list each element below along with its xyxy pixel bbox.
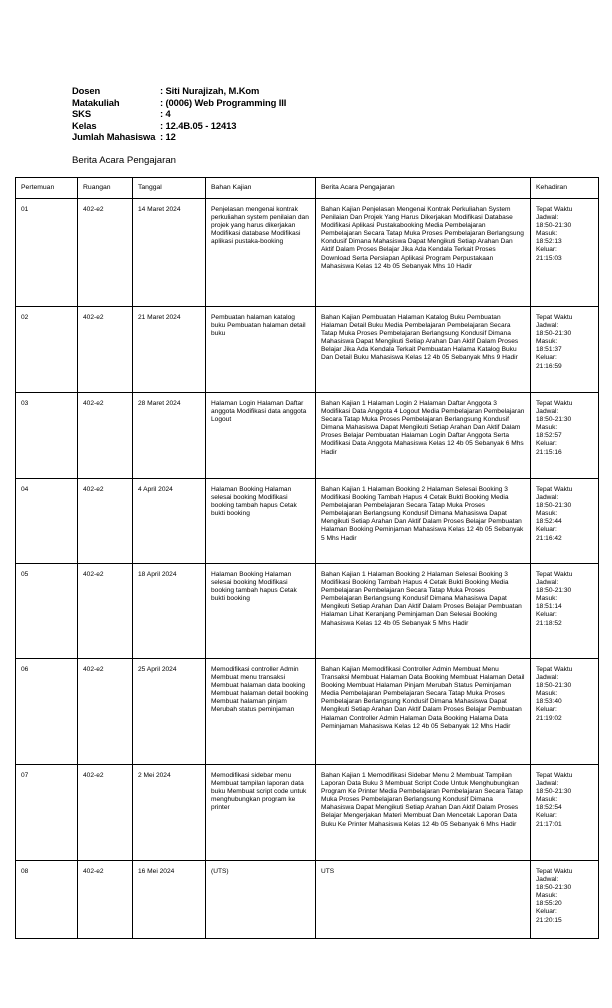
cell-pertemuan: 03 (16, 393, 78, 479)
cell-bahan-kajian: Memodifikasi controller Admin Membuat menu transaksi Membuat halaman data booking Membuat halaman detail booking Membuat halaman pinjam Merubah status peminjaman (206, 659, 316, 765)
cell-bahan-kajian: Halaman Booking Halaman selesai booking Modifikasi booking tambah hapus Cetak bukti booking (206, 564, 316, 659)
cell-pertemuan: 06 (16, 659, 78, 765)
cell-tanggal: 16 Mei 2024 (133, 861, 206, 939)
matakuliah-label: Matakuliah (72, 96, 120, 108)
cell-ruangan: 402-e2 (78, 393, 133, 479)
cell-bahan-kajian: Penjelasan mengenai kontrak perkuliahan system penilaian dan projek yang harus dikerjakan Modifikasi database Modifikasi aplikasi pustaka-booking (206, 199, 316, 307)
cell-bahan-kajian: Halaman Booking Halaman selesai booking Modifikasi booking tambah hapus Cetak bukti booking (206, 479, 316, 564)
cell-berita-acara: Bahan Kajian 1 Halaman Login 2 Halaman Daftar Anggota 3 Modifikasi Data Anggota 4 Logout Media Pembelajaran Pembelajaran Secara Tatap Muka Proses Pembelajaran Berlangsung Kondusif Dimana Mahasiswa Dapat Mengikuti Setiap Arahan Dan Aktif Dalam Proses Belajar Pembuatan Halaman Login Daftar Anggota Serta Modifikasi Data Anggota Mahasiswa Kelas 12 4b 05 Sebanyak 6 Mhs Hadir (316, 393, 531, 479)
info-row-kelas (72, 120, 286, 132)
cell-tanggal: 4 April 2024 (133, 479, 206, 564)
cell-tanggal: 18 April 2024 (133, 564, 206, 659)
cell-berita-acara: UTS (316, 861, 531, 939)
table-row (16, 199, 599, 307)
cell-kehadiran: Tepat Waktu Jadwal: 18:50-21:30 Masuk: 18:52:54 Keluar: 21:17:01 (531, 765, 599, 861)
course-info (72, 85, 286, 143)
cell-tanggal: 21 Maret 2024 (133, 307, 206, 393)
cell-berita-acara: Bahan Kajian Memodifikasi Controller Admin Membuat Menu Transaksi Membuat Halaman Data Booking Membuat Halaman Detail Booking Membuat Halaman Pinjam Merubah Status Peminjaman Media Pembelajaran Pembelajaran Secara Tatap Muka Proses Pembelajaran Berlangsung Kondusif Dimana Mahasiswa Dapat Mengikuti Setiap Arahan Dan Aktif Dalam Proses Belajar Pembuatan Halaman Controller Admin Halaman Data Booking Halama Data Peminjaman Mahasiswa Kelas 12 4b 05 Sebanyak 12 Mhs Hadir (316, 659, 531, 765)
cell-berita-acara: Bahan Kajian Pembuatan Halaman Katalog Buku Pembuatan Halaman Detail Buku Media Pembelajaran Pembelajaran Secara Tatap Muka Proses Pembelajaran Berlangsung Kondusif Dimana Mahasiswa Dapat Mengikuti Setiap Arahan Dan Aktif Dalam Proses Belajar Jika Ada Kendala Terkait Pembuatan Halama Katalog Buku Dan Detail Buku Mahasiswa Kelas 12 4b 05 Sebanyak Mhs 9 Hadir (316, 307, 531, 393)
cell-tanggal: 2 Mei 2024 (133, 765, 206, 861)
cell-ruangan: 402-e2 (78, 765, 133, 861)
cell-ruangan: 402-e2 (78, 861, 133, 939)
info-row-matakuliah (72, 97, 286, 109)
cell-tanggal: 28 Maret 2024 (133, 393, 206, 479)
header-kehadiran: Kehadiran (531, 178, 599, 199)
cell-bahan-kajian: Pembuatan halaman katalog buku Pembuatan halaman detail buku (206, 307, 316, 393)
jumlah-mahasiswa-label: Jumlah Mahasiswa (72, 131, 156, 143)
cell-berita-acara: Bahan Kajian 1 Memodifikasi Sidebar Menu 2 Membuat Tampilan Laporan Data Buku 3 Membuat Script Code Untuk Menghubungkan Program Ke Printer Media Pembelajaran Pembelajaran Secara Tatap Muka Proses Pembelajaran Berlangsung Kondusif Dimana Mahasiswa Dapat Mengikuti Setiap Arahan Dan Aktif Dalam Proses Belajar Mengerjakan Materi Membuat Dan Mencetak Laporan Data Buku Ke Printer Mahasiswa Kelas 12 4b 05 Sebanyak 6 Mhs Hadir (316, 765, 531, 861)
cell-berita-acara: Bahan Kajian 1 Halaman Booking 2 Halaman Selesai Booking 3 Modifikasi Booking Tambah Hapus 4 Cetak Bukti Booking Media Pembelajaran Pembelajaran Secara Tatap Muka Proses Pembelajaran Berlangsung Kondusif Dimana Mahasiswa Dapat Mengikuti Setiap Arahan Dan Aktif Dalam Proses Belajar Pembuatan Halaman Booking Peminjaman Mahasiswa Kelas 12 4b 05 Sebanyak 5 Mhs Hadir (316, 479, 531, 564)
cell-kehadiran: Tepat Waktu Jadwal: 18:50-21:30 Masuk: 18:52:57 Keluar: 21:15:16 (531, 393, 599, 479)
cell-ruangan: 402-e2 (78, 199, 133, 307)
matakuliah-value: : (0006) Web Programming III (160, 96, 287, 108)
header-tanggal: Tanggal (133, 178, 206, 199)
table-row (16, 393, 599, 479)
cell-kehadiran: Tepat Waktu Jadwal: 18:50-21:30 Masuk: 18:51:14 Keluar: 21:18:52 (531, 564, 599, 659)
jumlah-mahasiswa-value: : 12 (160, 131, 176, 143)
berita-acara-table (15, 177, 599, 939)
table-row (16, 564, 599, 659)
table-row (16, 861, 599, 939)
section-title: Berita Acara Pengajaran (72, 155, 176, 166)
table-row (16, 479, 599, 564)
cell-kehadiran: Tepat Waktu Jadwal: 18:50-21:30 Masuk: 18:52:44 Keluar: 21:16:42 (531, 479, 599, 564)
dosen-label: Dosen (72, 85, 101, 96)
cell-kehadiran: Tepat Waktu Jadwal: 18:50-21:30 Masuk: 18:52:13 Keluar: 21:15:03 (531, 199, 599, 307)
header-pertemuan: Pertemuan (16, 178, 78, 199)
cell-ruangan: 402-e2 (78, 307, 133, 393)
cell-bahan-kajian: (UTS) (206, 861, 316, 939)
header-berita-acara: Berita Acara Pengajaran (316, 178, 531, 199)
kelas-value: : 12.4B.05 - 12413 (160, 119, 237, 131)
sks-value: : 4 (160, 108, 171, 120)
header-ruangan: Ruangan (78, 178, 133, 199)
cell-pertemuan: 01 (16, 199, 78, 307)
cell-ruangan: 402-e2 (78, 564, 133, 659)
info-row-dosen (72, 85, 286, 97)
table-row (16, 765, 599, 861)
cell-ruangan: 402-e2 (78, 659, 133, 765)
info-row-sks (72, 108, 286, 120)
table-header-row (16, 178, 599, 199)
cell-bahan-kajian: Memodifikasi sidebar menu Membuat tampilan laporan data buku Membuat script code untuk menghubungkan program ke printer (206, 765, 316, 861)
header-bahan-kajian: Bahan Kajian (206, 178, 316, 199)
cell-tanggal: 25 April 2024 (133, 659, 206, 765)
table-row (16, 659, 599, 765)
cell-pertemuan: 07 (16, 765, 78, 861)
cell-pertemuan: 04 (16, 479, 78, 564)
cell-berita-acara: Bahan Kajian 1 Halaman Booking 2 Halaman Selesai Booking 3 Modifikasi Booking Tambah Hapus 4 Cetak Bukti Booking Media Pembelajaran Pembelajaran Secara Tatap Muka Proses Pembelajaran Berlangsung Kondusif Dimana Mahasiswa Dapat Mengikuti Setiap Arahan Dan Aktif Dalam Proses Belajar Pembuatan Halaman Lihat Keranjang Peminjaman Dan Selesai Booking Mahasiswa Kelas 12 4b 05 Sebanyak 5 Mhs Hadir (316, 564, 531, 659)
cell-kehadiran: Tepat Waktu Jadwal: 18:50-21:30 Masuk: 18:51:37 Keluar: 21:16:59 (531, 307, 599, 393)
cell-ruangan: 402-e2 (78, 479, 133, 564)
cell-berita-acara: Bahan Kajian Penjelasan Mengenai Kontrak Perkuliahan System Penilaian Dan Projek Yang Harus Dikerjakan Modifikasi Database Modifikasi Aplikasi Pustakabooking Media Pembelajaran Pembelajaran Secara Tatap Muka Proses Pembelajaran Berlangsung Kondusif Dimana Mahasiswa Dapat Mengikuti Setiap Arahan Dan Aktif Dalam Proses Belajar Jika Ada Kendala Terkait Proses Download Serta Persiapan Aplikasi Program Perpustakaan Mahasiswa Kelas 12 4b 05 Sebanyak Mhs 10 Hadir (316, 199, 531, 307)
dosen-value: : Siti Nurajizah, M.Kom (160, 85, 260, 96)
info-row-jumlah-mahasiswa (72, 131, 286, 143)
sks-label: SKS (72, 108, 91, 120)
cell-bahan-kajian: Halaman Login Halaman Daftar anggota Modifikasi data anggota Logout (206, 393, 316, 479)
cell-pertemuan: 05 (16, 564, 78, 659)
kelas-label: Kelas (72, 119, 97, 131)
table-row (16, 307, 599, 393)
cell-pertemuan: 02 (16, 307, 78, 393)
cell-pertemuan: 08 (16, 861, 78, 939)
cell-kehadiran: Tepat Waktu Jadwal: 18:50-21:30 Masuk: 18:53:40 Keluar: 21:19:02 (531, 659, 599, 765)
cell-kehadiran: Tepat Waktu Jadwal: 18:50-21:30 Masuk: 18:55:20 Keluar: 21:20:15 (531, 861, 599, 939)
cell-tanggal: 14 Maret 2024 (133, 199, 206, 307)
